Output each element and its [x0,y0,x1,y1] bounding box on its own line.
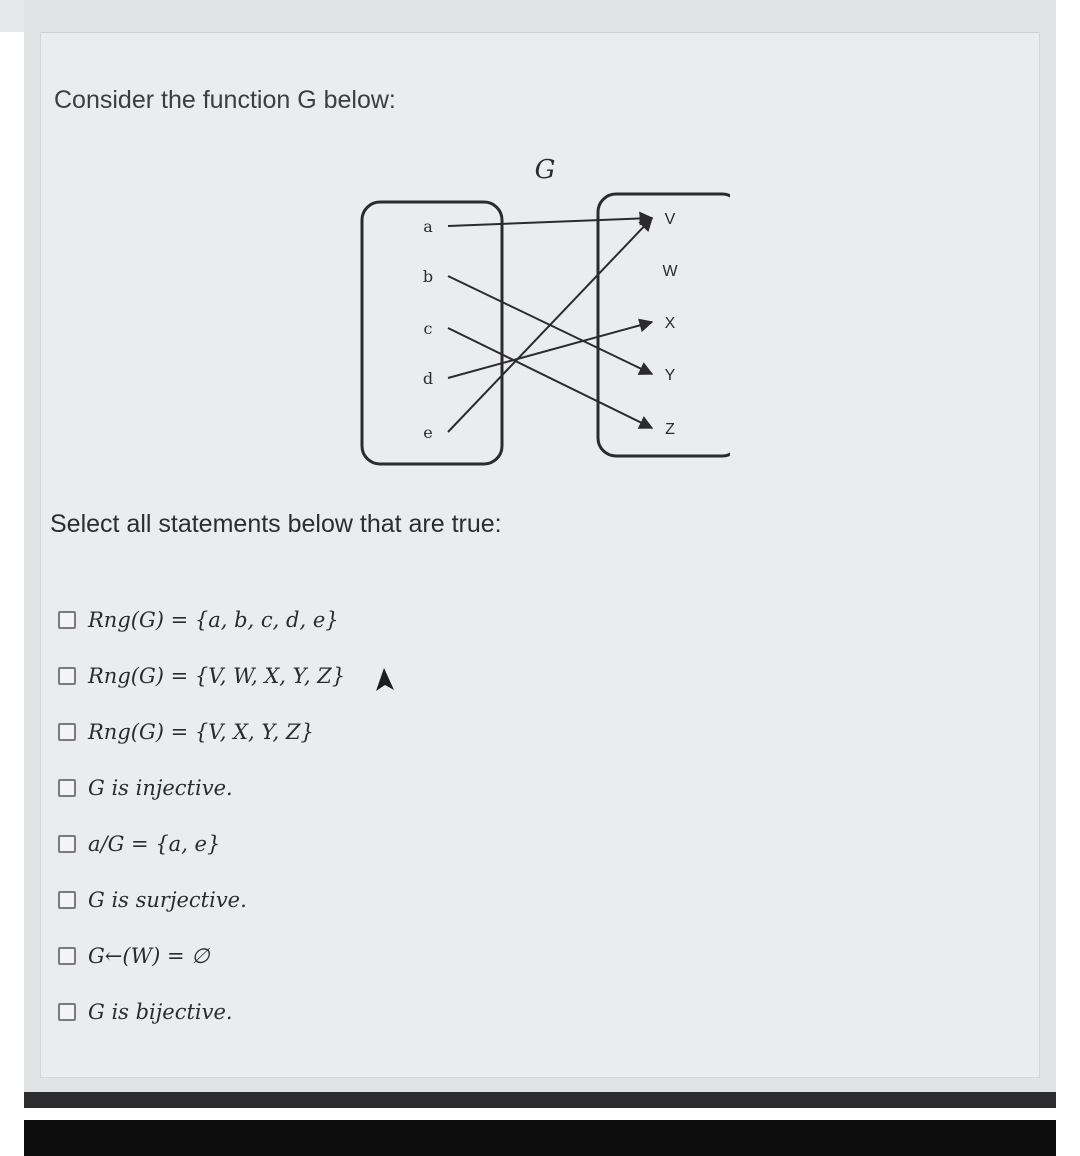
function-diagram [330,150,730,480]
codomain-label-Z: Z [665,421,675,438]
option-label-7: G←(W) = ∅ [88,944,210,968]
checkbox-3[interactable] [58,723,76,741]
option-label-6: G is surjective. [88,888,247,912]
option-label-1: Rng(G) = {a, b, c, d, e} [88,608,339,632]
select-prompt: Select all statements below that are true: [50,510,502,538]
arrow-d-to-X [448,322,652,378]
arrow-e-to-V [448,218,652,432]
diagram-title: G [534,155,556,185]
codomain-label-Y: Y [664,367,676,384]
domain-label-a: a [423,217,433,236]
option-7[interactable] [58,936,210,976]
codomain-label-W: W [662,263,678,280]
domain-label-d: d [422,369,434,388]
checkbox-8[interactable] [58,1003,76,1021]
checkbox-1[interactable] [58,611,76,629]
checkbox-4[interactable] [58,779,76,797]
domain-label-c: c [423,319,433,338]
arrow-a-to-V [448,218,652,226]
arrow-c-to-Z [448,328,652,428]
question-prompt: Consider the function G below: [54,86,396,114]
option-6[interactable] [58,880,247,920]
codomain-label-V: V [664,211,676,228]
option-label-4: G is injective. [88,776,233,800]
codomain-label-X: X [664,315,676,332]
checkbox-6[interactable] [58,891,76,909]
bottom-edge [24,1120,1056,1156]
option-1[interactable] [58,600,339,640]
checkbox-5[interactable] [58,835,76,853]
option-3[interactable] [58,712,314,752]
option-label-5: a/G = {a, e} [88,832,221,856]
option-8[interactable] [58,992,233,1032]
checkbox-7[interactable] [58,947,76,965]
domain-label-e: e [423,423,433,442]
option-label-3: Rng(G) = {V, X, Y, Z} [88,720,314,744]
mouse-cursor-icon [373,668,395,696]
option-label-2: Rng(G) = {V, W, X, Y, Z} [88,664,346,688]
option-4[interactable] [58,768,233,808]
option-2[interactable] [58,656,345,696]
option-5[interactable] [58,824,220,864]
option-label-8: G is bijective. [88,1000,233,1024]
checkbox-2[interactable] [58,667,76,685]
domain-label-b: b [422,267,434,286]
bottom-bar [24,1092,1056,1108]
